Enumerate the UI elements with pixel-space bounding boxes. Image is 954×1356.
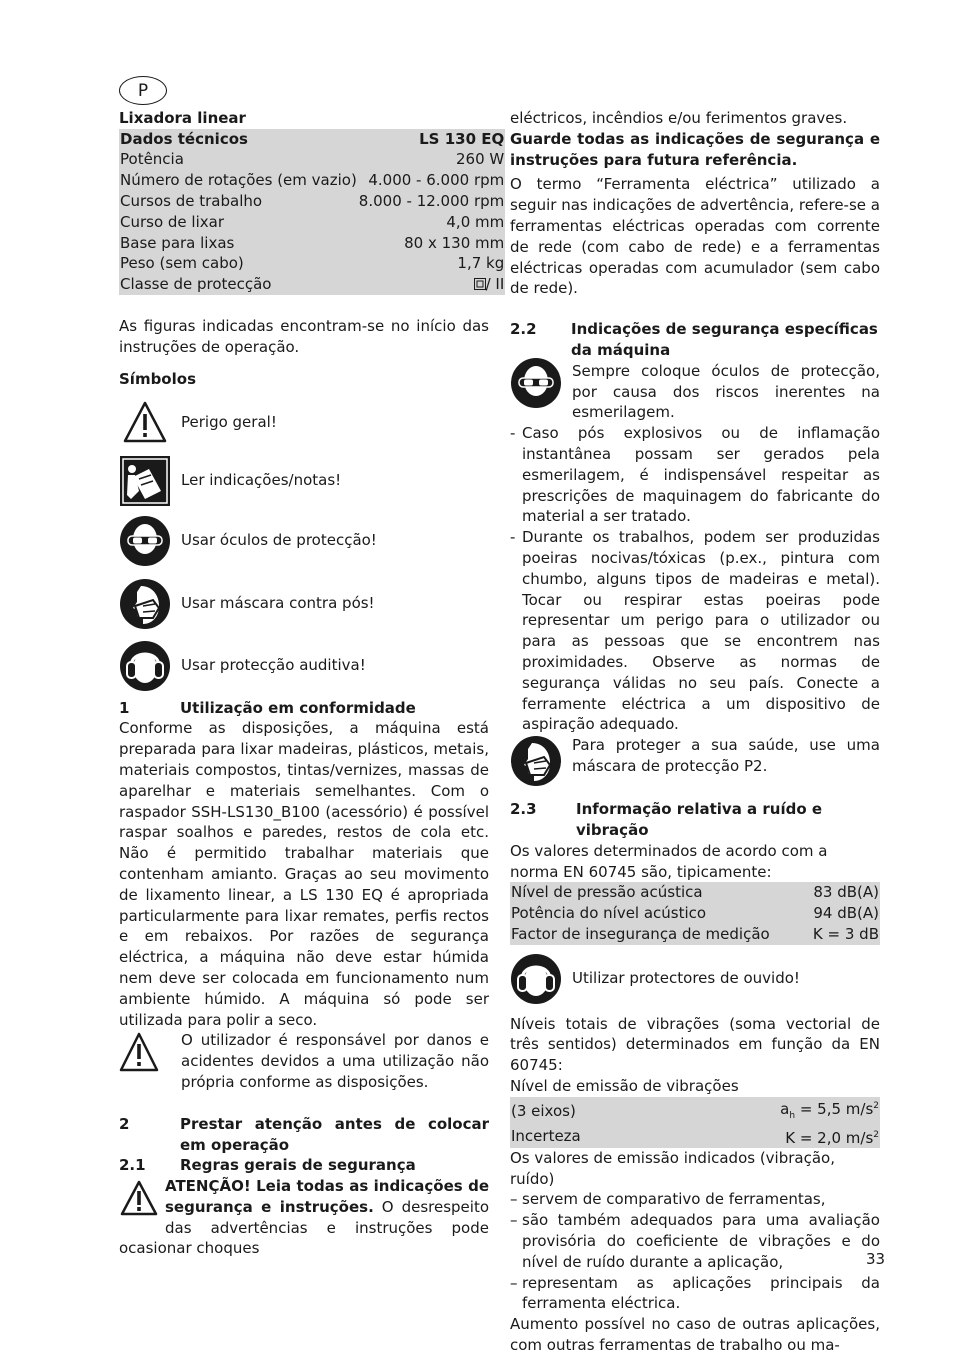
table-row: (3 eixos) $a_h = 5,5$ $m/s^2$ <box>510 1097 880 1126</box>
symbol-item: Perigo geral! <box>119 394 489 452</box>
ear-protection-icon <box>510 953 562 1005</box>
table-row: Classe de protecção / II <box>120 275 505 294</box>
section-2-3-heading: 2.3 Informação relativa a ruído e vibração <box>510 800 823 839</box>
list-item: – representam as aplicações principais da ferramenta eléctrica. <box>510 1273 880 1315</box>
safety-bullets <box>510 423 880 735</box>
dust-mask-icon <box>119 578 171 630</box>
symbol-item: Ler indicações/notas! <box>119 452 489 510</box>
keep-instructions: Guarde todas as indicações de segurança e instruções para futura referência. <box>510 129 880 169</box>
table-row: Potência 260 W <box>120 150 505 169</box>
noise-table <box>510 882 880 944</box>
left-column <box>119 108 505 1259</box>
symbol-item: Usar óculos de protecção! <box>119 510 489 572</box>
ear-protection-icon <box>119 640 171 692</box>
safety-goggles-icon <box>119 515 171 567</box>
vibration-label: Nível de emissão de vibrações <box>510 1077 739 1096</box>
warning-triangle-icon <box>119 397 171 449</box>
continued-text: eléctricos, incêndios e/ou ferimentos graves. <box>510 109 848 127</box>
table-row: Factor de insegurança de medição K = 3 dB <box>511 924 879 943</box>
symbol-item: Usar protecção auditiva! <box>119 636 489 696</box>
list-item: – são também adequados para uma avaliação provisória do coeficiente de vibrações e do nível de ruído durante a aplicação, <box>510 1210 880 1272</box>
goggles-note: Sempre coloque óculos de protecção, por causa dos riscos inerentes na esmerilagem. <box>510 361 880 423</box>
section-2-2-heading: 2.2 Indicações de segurança específicas da máquina <box>510 320 878 359</box>
right-column <box>510 108 880 1356</box>
list-item: - Durante os trabalhos, podem ser produzidas poeiras nocivas/tóxicas (p.ex., pintura com chumbo, alguns tipos de madeiras e metal). Tocar ou respirar estas poeiras pode representar um perigo para o utilizador ou para as pessoas que se encontrem nas proximidades. Observe as normas de segurança válidas no seu país. Conecte a ferramente eléctrica a um dispositivo de aspiração adequado. <box>510 527 880 735</box>
warning-triangle-icon <box>119 1028 171 1080</box>
table-row: Potência do nível acústico 94 dB(A) <box>511 903 879 922</box>
section-2-heading: 2 Prestar atenção antes de colocar em operação <box>119 1114 489 1154</box>
table-row: Peso (sem cabo) 1,7 kg <box>120 254 505 273</box>
responsibility-warning: O utilizador é responsável por danos e acidentes devidos a uma utilização não própria conforme as disposições. <box>119 1030 489 1092</box>
read-manual-icon <box>119 455 171 507</box>
section-2-1-heading: 2.1 Regras gerais de segurança <box>119 1156 416 1175</box>
list-item: – servem de comparativo de ferramentas, <box>510 1189 880 1210</box>
vibration-intro: Níveis totais de vibrações (soma vectorial de três sentidos) determinados em função da EN 60745: <box>510 1014 880 1075</box>
final-text: Aumento possível no caso de outras aplicações, com outras ferramentas de trabalho ou ma- <box>510 1315 880 1355</box>
symbols-list <box>119 394 489 696</box>
mask-note: Para proteger a sua saúde, use uma máscara de protecção P2. <box>510 735 880 787</box>
table-row: Base para lixas 80 x 130 mm <box>120 233 505 252</box>
table-row: Incerteza K = 2,0 $m/s^2$ <box>511 1127 879 1147</box>
table-row: Cursos de trabalho 8.000 - 12.000 rpm <box>120 192 505 211</box>
uses-list <box>510 1189 880 1314</box>
double-insulation-icon <box>474 278 486 290</box>
symbol-item: Usar máscara contra pós! <box>119 572 489 636</box>
figures-note: As figuras indicadas encontram-se no início das instruções de operação. <box>119 317 489 356</box>
section-1-text: Conforme as disposições, a máquina está preparada para lixar madeiras, plásticos, metais, materiais compostos, tintas/vernizes, massas de aparelhar e materiais semelhantes. Com o raspador SSH-LS130_B100 (acessório) é possível raspar soalhos e paredes, restos de cola etc. Não é permitido trabalhar materiais que contenham amianto. Graças ao seu movimento de lixamento linear, a LS 130 EQ é apropriada particularmente para lixar remates, perfis rectos e em rebaixos. Por razões de segurança eléctrica, a máquina não deve estar húmida nem deve ser colocada em funcionamento num ambiente húmido. A máquina só pode ser utilizada para polir a seco. <box>119 719 489 1029</box>
table-row: Curso de lixar 4,0 mm <box>120 212 505 231</box>
section-1-heading: 1 Utilização em conformidade <box>119 698 416 717</box>
general-safety-text: ATENÇÃO! Leia todas as indicações de segurança e instruções. O desrespeito das advertências e instruções pode ocasionar choques <box>119 1177 490 1258</box>
table-row: Nível de pressão acústica 83 dB(A) <box>511 883 879 902</box>
vibration-table <box>510 1097 880 1148</box>
ear-note: Utilizar protectores de ouvido! <box>510 953 880 1005</box>
symbols-heading: Símbolos <box>119 369 196 388</box>
list-item: - Caso pós explosivos ou de inflamação instantânea possam ser gerados pela esmerilagem, é indispensável respeitar as prescrições de maquinagem do fabricante do material a ser tratado. <box>510 423 880 527</box>
dust-mask-icon <box>510 735 562 787</box>
term-definition: O termo “Ferramenta eléctrica” utilizado a seguir nas indicações de advertência, refere-se a ferramentas eléctricas operadas com corrente de rede (com cabo de rede) e a ferramentas eléctricas operadas com acumulador (sem cabo de rede). <box>510 175 880 298</box>
language-badge: P <box>119 76 167 105</box>
noise-intro: Os valores determinados de acordo com a norma EN 60745 são, tipicamente: <box>510 841 828 881</box>
table-row: Número de rotações (em vazio) 4.000 - 6.000 rpm <box>120 171 505 190</box>
tech-data-table <box>119 129 505 295</box>
product-title: Lixadora linear <box>119 109 246 127</box>
safety-goggles-icon <box>510 357 562 409</box>
warning-triangle-icon <box>119 1178 159 1218</box>
page-number: 33 <box>866 1250 886 1268</box>
tech-table-header: Dados técnicos LS 130 EQ <box>120 129 505 148</box>
values-text: Os valores de emissão indicados (vibração, ruído) <box>510 1148 835 1188</box>
